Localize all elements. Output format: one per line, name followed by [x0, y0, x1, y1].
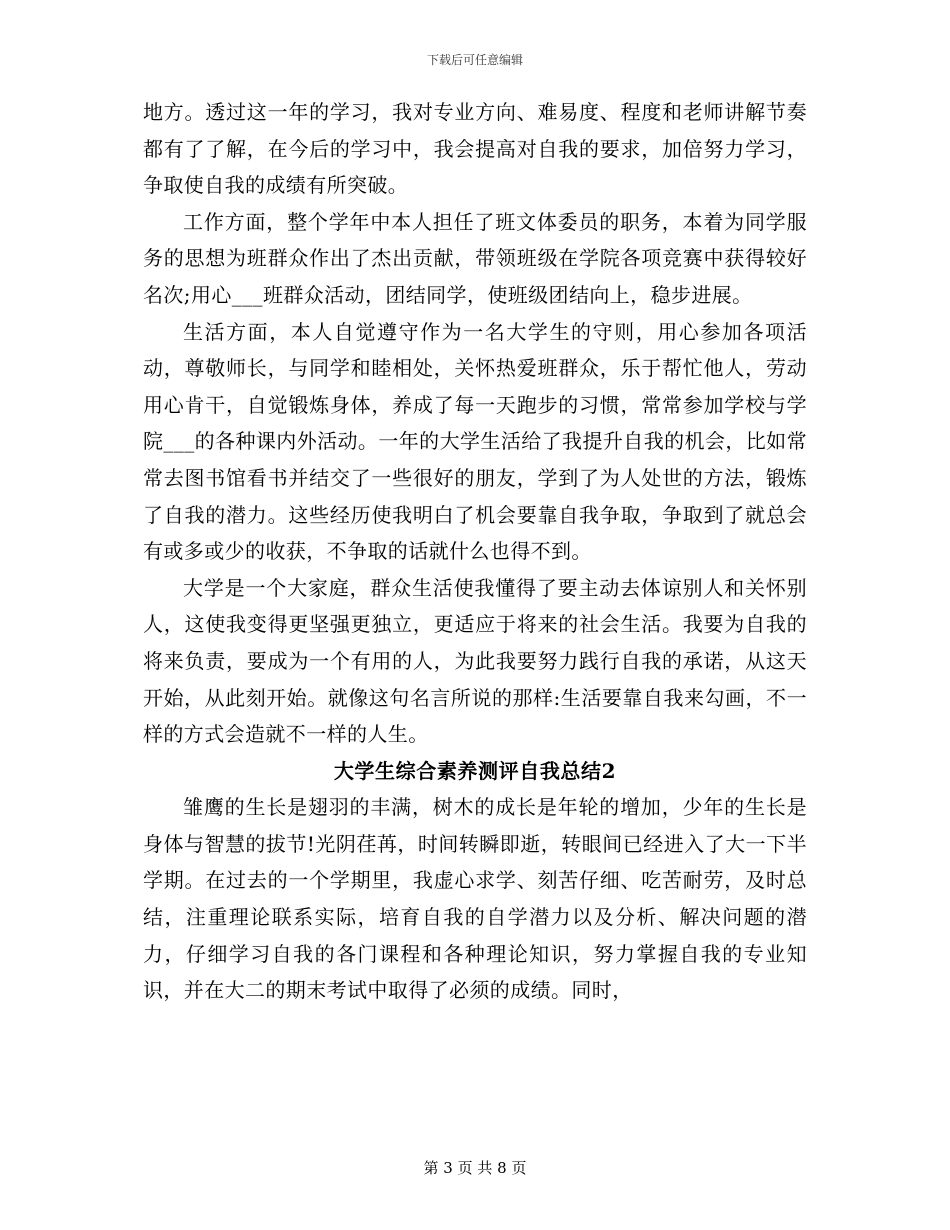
paragraph-continuation: 地方。透过这一年的学习，我对专业方向、难易度、程度和老师讲解节奏都有了了解，在今后的学习中，我会提高对自我的要求，加倍努力学习，争取使自我的成绩有所突破。 — [143, 100, 807, 198]
paragraph-life: 生活方面，本人自觉遵守作为一名大学生的守则，用心参加各项活动，尊敬师长，与同学和睦相处，关怀热爱班群众，乐于帮忙他人，劳动用心肯干，自觉锻炼身体，养成了每一天跑步的习惯，常常参加学校与学院___的各种课内外活动。一年的大学生活给了我提升自我的机会，比如常常去图书馆看书并结交了一些很好的朋友，学到了为人处世的方法，锻炼了自我的潜力。这些经历使我明白了机会要靠自我争取，争取到了就总会有或多或少的收获，不争取的话就什么也得不到。 — [143, 319, 807, 564]
page-header: 下载后可任意编辑 — [426, 53, 523, 67]
paragraph-section-intro: 雏鹰的生长是翅羽的丰满，树木的成长是年轮的增加，少年的生长是身体与智慧的拔节!光阴荏苒，时间转瞬即逝，转眼间已经进入了大一下半学期。在过去的一个学期里，我虚心求学、刻苦仔细、吃苦耐劳，及时总结，注重理论联系实际，培育自我的自学潜力以及分析、解决问题的潜力，仔细学习自我的各门课程和各种理论知识，努力掌握自我的专业知识，并在大二的期末考试中取得了必须的成绩。同时， — [143, 795, 807, 1003]
paragraph-work: 工作方面，整个学年中本人担任了班文体委员的职务，本着为同学服务的思想为班群众作出了杰出贡献，带领班级在学院各项竞赛中获得较好名次;用心___班群众活动，团结同学，使班级团结向上，稳步进展。 — [143, 209, 807, 307]
page-footer: 第 3 页 共 8 页 — [423, 1159, 527, 1177]
document-body — [143, 94, 807, 1009]
section-title: 大学生综合素养测评自我总结2 — [333, 758, 617, 783]
paragraph-family: 大学是一个大家庭，群众生活使我懂得了要主动去体谅别人和关怀别人，这使我变得更坚强更独立，更适应于将来的社会生活。我要为自我的将来负责，要成为一个有用的人，为此我要努力践行自我的承诺，从这天开始，从此刻开始。就像这句名言所说的那样:生活要靠自我来勾画，不一样的方式会造就不一样的人生。 — [143, 575, 807, 747]
